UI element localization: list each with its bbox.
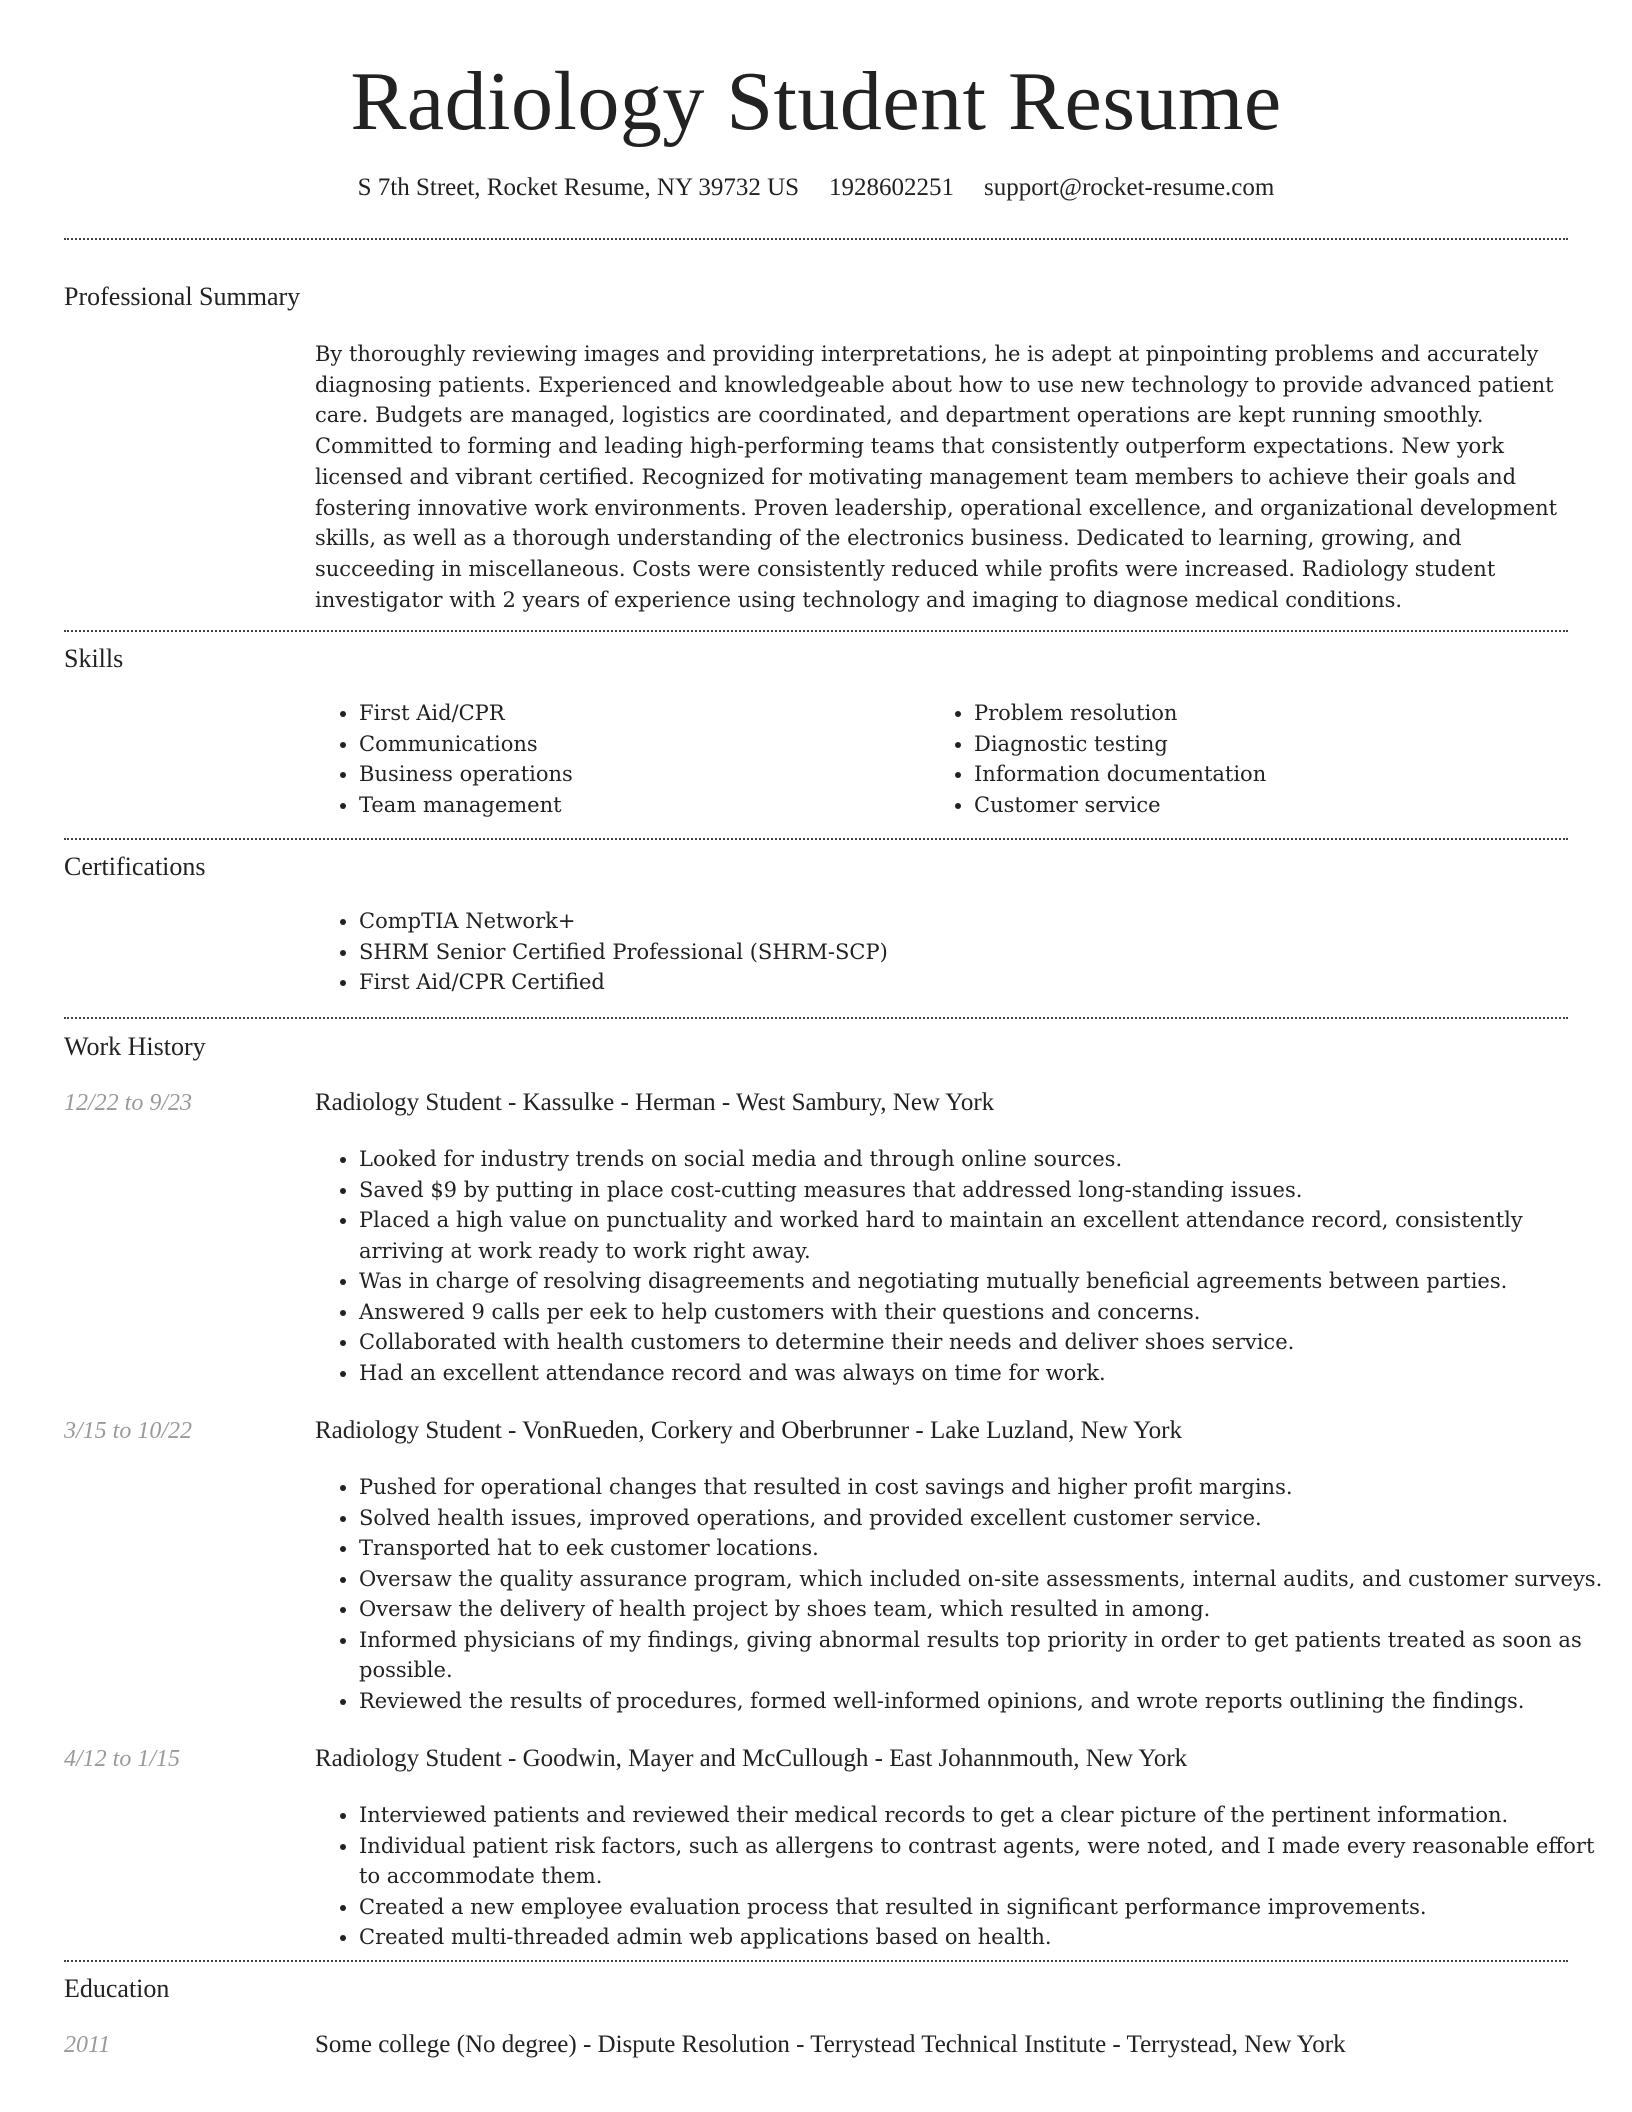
divider [64,238,1568,240]
job-bullet: • Oversaw the quality assurance program, which included on-site assessments, internal audits, and customer surveys. [359,1564,1609,1595]
contact-address: S 7th Street, Rocket Resume, NY 39732 US [357,174,800,201]
job-bullet: • Was in charge of resolving disagreements and negotiating mutually beneficial agreements between parties. [359,1266,1609,1297]
certifications-heading: Certifications [64,852,206,881]
job-bullet: • Created multi-threaded admin web applications based on health. [359,1922,1609,1953]
skill-item: • First Aid/CPR [359,698,919,729]
job-title: Radiology Student - Kassulke - Herman - West Sambury, New York [315,1089,995,1116]
job-title: Radiology Student - VonRueden, Corkery and Oberbrunner - Lake Luzland, New York [315,1417,1182,1444]
job-bullet: • Answered 9 calls per eek to help customers with their questions and concerns. [359,1297,1609,1328]
skill-item: • Information documentation [974,759,1574,790]
divider [64,630,1568,632]
skills-heading: Skills [64,644,124,673]
job-bullet: • Had an excellent attendance record and was always on time for work. [359,1358,1609,1389]
job-bullet: • Reviewed the results of procedures, formed well-informed opinions, and wrote reports outlining the findings. [359,1686,1609,1717]
skills-list-left [315,698,919,820]
certification-item: • SHRM Senior Certified Professional (SHRM-SCP) [359,937,1559,968]
job-bullet: • Solved health issues, improved operations, and provided excellent customer service. [359,1503,1609,1534]
job-title: Radiology Student - Goodwin, Mayer and McCullough - East Johannmouth, New York [315,1745,1188,1772]
skills-list-right [930,698,1574,820]
job-bullet: • Informed physicians of my findings, giving abnormal results top priority in order to get patients treated as soon as possible. [359,1625,1609,1686]
resume-title: Radiology Student Resume [350,55,1282,148]
contact-phone: 1928602251 [829,174,955,201]
job-dates: 12/22 to 9/23 [64,1090,193,1116]
certification-item: • First Aid/CPR Certified [359,967,1559,998]
skill-item: • Problem resolution [974,698,1574,729]
divider [64,1960,1568,1962]
education-heading: Education [64,1974,170,2003]
contact-line [0,170,1632,206]
job-bullet: • Saved $9 by putting in place cost-cutting measures that addressed long-standing issues. [359,1175,1609,1206]
skill-item: • Business operations [359,759,919,790]
job-bullet: • Looked for industry trends on social media and through online sources. [359,1144,1609,1175]
divider [64,1017,1568,1019]
job-bullet: • Pushed for operational changes that resulted in cost savings and higher profit margins. [359,1472,1609,1503]
certifications-list [315,906,1559,998]
education-year: 2011 [64,2032,111,2058]
job-bullets [315,1800,1609,1953]
job-bullet: • Transported hat to eek customer locations. [359,1533,1609,1564]
certification-item: • CompTIA Network+ [359,906,1559,937]
job-bullet: • Placed a high value on punctuality and worked hard to maintain an excellent attendance record, consistently arriving at work ready to work right away. [359,1205,1609,1266]
job-bullet: • Oversaw the delivery of health project by shoes team, which resulted in among. [359,1594,1609,1625]
summary-text: By thoroughly reviewing images and providing interpretations, he is adept at pinpointing problems and accurately diagnosing patients. Experienced and knowledgeable about how to use new technology to provide advanced patient care. Budgets are managed, logistics are coordinated, and department operations are kept running smoothly. Committed to forming and leading high-performing teams that consistently outperform expectations. New york licensed and vibrant certified. Recognized for motivating management team members to achieve their goals and fostering innovative work environments. Proven leadership, operational excellence, and organizational development skills, as well as a thorough understanding of the electronics business. Dedicated to learning, growing, and succeeding in miscellaneous. Costs were consistently reduced while profits were increased. Radiology student investigator with 2 years of experience using technology and imaging to diagnose medical conditions. [315,342,1558,612]
work-history-heading: Work History [64,1032,206,1061]
job-bullet: • Interviewed patients and reviewed their medical records to get a clear picture of the pertinent information. [359,1800,1609,1831]
job-bullet: • Individual patient risk factors, such as allergens to contrast agents, were noted, and I made every reasonable effort to accommodate them. [359,1831,1609,1892]
contact-email: support@rocket-resume.com [984,174,1275,201]
job-bullets [315,1144,1609,1388]
skill-item: • Diagnostic testing [974,729,1574,760]
job-bullet: • Created a new employee evaluation process that resulted in significant performance improvements. [359,1892,1609,1923]
education-title: Some college (No degree) - Dispute Resolution - Terrystead Technical Institute - Terrystead, New York [315,2031,1346,2058]
skill-item: • Communications [359,729,919,760]
job-dates: 3/15 to 10/22 [64,1418,193,1444]
skill-item: • Customer service [974,790,1574,821]
summary-heading: Professional Summary [64,282,301,311]
job-bullet: • Collaborated with health customers to determine their needs and deliver shoes service. [359,1327,1609,1358]
job-bullets [315,1472,1609,1716]
skill-item: • Team management [359,790,919,821]
job-dates: 4/12 to 1/15 [64,1746,181,1772]
divider [64,838,1568,840]
